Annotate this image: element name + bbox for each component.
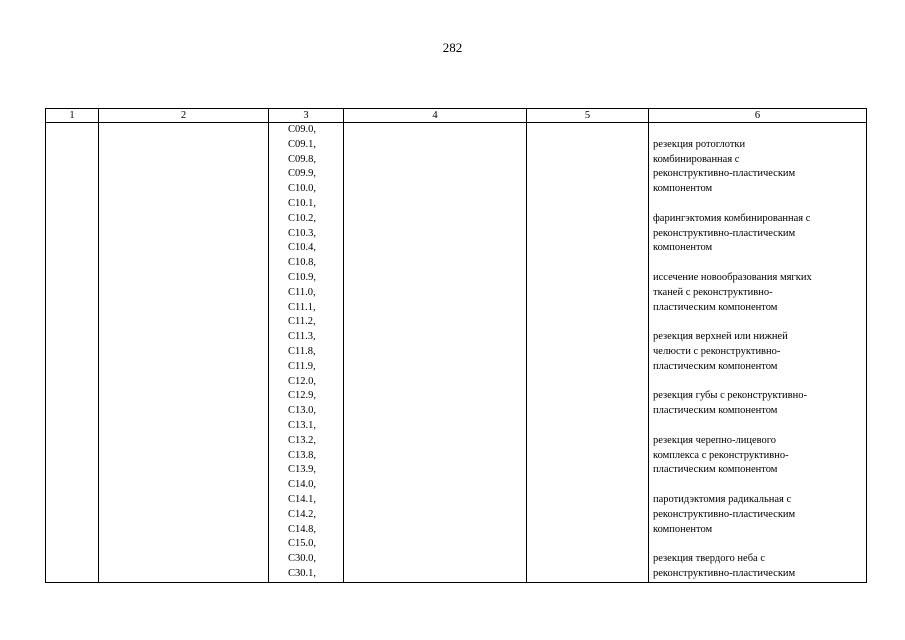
cell-col-5 xyxy=(527,123,649,583)
diagnosis-code: C09.9, xyxy=(288,168,317,180)
procedure-text-line: иссечение новообразования мягких xyxy=(653,271,812,283)
procedure-text-line: компонентом xyxy=(653,523,713,535)
procedure-text-line: челюсти с реконструктивно- xyxy=(653,345,781,357)
diagnosis-code: C09.0, xyxy=(288,124,317,135)
cell-col-2 xyxy=(99,123,269,583)
diagnosis-code: C12.9, xyxy=(288,390,317,402)
diagnosis-code: C30.0, xyxy=(288,553,317,565)
procedure-text-line: пластическим компонентом xyxy=(653,405,778,417)
diagnosis-code: C13.8, xyxy=(288,449,317,461)
diagnosis-code: C13.2, xyxy=(288,434,317,446)
procedure-text-line: реконструктивно-пластическим xyxy=(653,168,796,180)
column-header-3: 3 xyxy=(269,109,344,123)
diagnosis-code: C11.3, xyxy=(288,331,316,343)
column-header-6: 6 xyxy=(649,109,867,123)
procedure-text-line: тканей с реконструктивно- xyxy=(653,286,773,298)
diagnosis-code: C11.0, xyxy=(288,286,316,298)
procedure-item xyxy=(653,389,864,419)
procedures-cell xyxy=(649,123,867,583)
procedure-item xyxy=(653,212,864,256)
cell-col-1 xyxy=(46,123,99,583)
diagnosis-code: C11.9, xyxy=(288,360,316,372)
procedure-text-line: пластическим компонентом xyxy=(653,464,778,476)
diagnosis-codes-cell xyxy=(269,123,344,583)
column-header-2: 2 xyxy=(99,109,269,123)
diagnosis-code: C12.0, xyxy=(288,375,317,387)
diagnosis-code: C10.9, xyxy=(288,271,317,283)
procedure-text-line: комплекса с реконструктивно- xyxy=(653,449,789,461)
procedure-text-line: пластическим компонентом xyxy=(653,301,778,313)
procedure-item xyxy=(653,271,864,315)
diagnosis-code: C14.2, xyxy=(288,508,317,520)
diagnosis-code: C14.1, xyxy=(288,493,317,505)
column-header-5: 5 xyxy=(527,109,649,123)
column-header-4: 4 xyxy=(344,109,527,123)
diagnosis-code: C13.1, xyxy=(288,419,317,431)
medical-care-table xyxy=(45,108,867,583)
diagnosis-code: C09.8, xyxy=(288,153,317,165)
diagnosis-code: C10.8, xyxy=(288,257,317,269)
procedure-item xyxy=(653,552,864,582)
diagnosis-code: C11.1, xyxy=(288,301,316,313)
procedure-text-line: резекция черепно-лицевого xyxy=(653,434,777,446)
page-number: 282 xyxy=(442,40,463,55)
table-header-row xyxy=(46,109,867,123)
diagnosis-code: C14.0, xyxy=(288,479,317,491)
diagnosis-code: C13.9, xyxy=(288,464,317,476)
diagnosis-code: C15.0, xyxy=(288,538,317,550)
procedure-text-line: комбинированная с xyxy=(653,153,740,165)
diagnosis-code: C10.1, xyxy=(288,197,317,209)
procedure-item xyxy=(653,330,864,374)
procedure-text-line: реконструктивно-пластическим xyxy=(653,508,796,520)
diagnosis-code: C11.2, xyxy=(288,316,316,328)
diagnosis-code: C30.1, xyxy=(288,567,317,579)
diagnosis-code: C14.8, xyxy=(288,523,317,535)
procedure-item xyxy=(653,138,864,197)
table-row xyxy=(46,123,867,583)
diagnosis-code: C10.3, xyxy=(288,227,317,239)
procedure-text-line: реконструктивно-пластическим xyxy=(653,567,796,579)
procedure-text-line: паротидэктомия радикальная с xyxy=(653,493,792,505)
diagnosis-code: C13.0, xyxy=(288,405,317,417)
diagnosis-code: C10.0, xyxy=(288,183,317,195)
procedure-text-line: резекция верхней или нижней xyxy=(653,331,788,343)
cell-col-4 xyxy=(344,123,527,583)
procedure-text-line: резекция губы с реконструктивно- xyxy=(653,390,807,402)
procedure-item xyxy=(653,434,864,478)
procedure-item xyxy=(653,493,864,537)
column-header-1: 1 xyxy=(46,109,99,123)
procedure-text-line: резекция твердого неба с xyxy=(653,553,765,565)
procedure-text-line: фарингэктомия комбинированная с xyxy=(653,212,811,224)
diagnosis-code: C10.4, xyxy=(288,242,317,254)
diagnosis-code: C10.2, xyxy=(288,212,317,224)
procedure-text-line: резекция ротоглотки xyxy=(653,138,746,150)
procedure-text-line: пластическим компонентом xyxy=(653,360,778,372)
procedure-text-line: компонентом xyxy=(653,242,713,254)
diagnosis-code: C09.1, xyxy=(288,138,317,150)
diagnosis-code: C11.8, xyxy=(288,345,316,357)
procedure-text-line: реконструктивно-пластическим xyxy=(653,227,796,239)
procedure-text-line: компонентом xyxy=(653,183,713,195)
